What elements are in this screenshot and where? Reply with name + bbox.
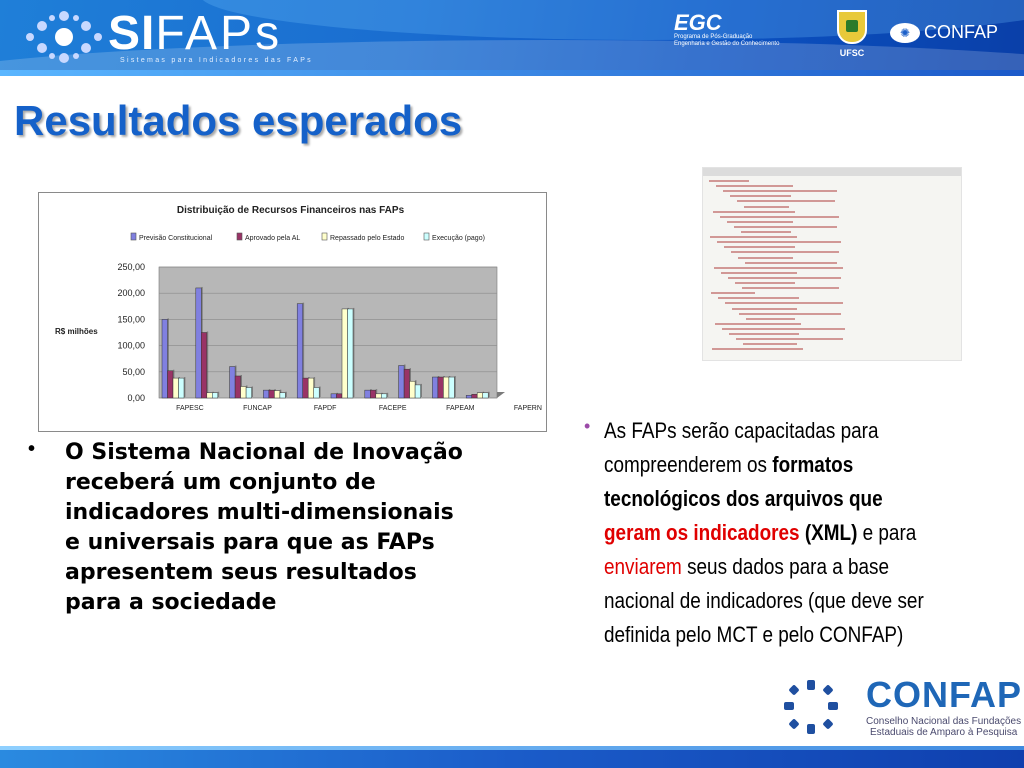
bar bbox=[162, 319, 168, 398]
bar-shadow bbox=[319, 387, 320, 397]
bar-shadow bbox=[387, 393, 388, 397]
xml-text-line bbox=[728, 277, 841, 279]
xml-text-line bbox=[731, 251, 839, 253]
bar bbox=[348, 309, 354, 398]
x-tick-label: FAPDF bbox=[313, 405, 337, 412]
legend-swatch bbox=[237, 233, 242, 240]
y-tick-label: 50,00 bbox=[122, 366, 145, 377]
brand-name: SIFAPs bbox=[108, 7, 283, 60]
ufsc-logo: UFSC bbox=[834, 10, 870, 64]
bar bbox=[370, 390, 376, 398]
bar bbox=[274, 391, 280, 398]
xml-text-line bbox=[745, 262, 837, 264]
xml-text-line bbox=[744, 206, 789, 208]
confap-subtitle-2: Estaduais de Amparo à Pesquisa bbox=[870, 727, 1018, 738]
bar bbox=[342, 309, 348, 398]
legend-label: Execução (pago) bbox=[432, 235, 485, 242]
legend-swatch bbox=[131, 233, 136, 240]
bar bbox=[337, 394, 343, 398]
bar-shadow bbox=[184, 377, 185, 397]
bullet-marker: • bbox=[28, 438, 36, 460]
legend-swatch bbox=[322, 233, 327, 240]
x-tick-label: FAPESC bbox=[176, 405, 204, 412]
xml-text-line bbox=[725, 302, 843, 304]
xml-text-line bbox=[746, 318, 795, 320]
xml-text-line bbox=[738, 257, 793, 259]
legend-label: Aprovado pela AL bbox=[245, 235, 301, 242]
x-tick-label: FAPEAM bbox=[446, 405, 475, 412]
bar bbox=[410, 381, 416, 398]
legend-label: Repassado pelo Estado bbox=[330, 235, 405, 242]
x-tick-label: FAPERN bbox=[513, 405, 542, 412]
y-tick-label: 250,00 bbox=[117, 262, 145, 272]
bar bbox=[314, 388, 320, 398]
bar bbox=[269, 390, 275, 398]
xml-text-line bbox=[730, 195, 791, 197]
confap-footer-logo bbox=[778, 676, 1022, 738]
bar-shadow bbox=[218, 392, 219, 397]
bar-shadow bbox=[488, 392, 489, 397]
bar-shadow bbox=[454, 376, 455, 397]
xml-text-line bbox=[732, 308, 797, 310]
footer-band bbox=[0, 750, 1024, 768]
ufsc-shield-icon bbox=[837, 10, 867, 44]
bar-shadow bbox=[353, 308, 354, 397]
xml-text-line bbox=[710, 236, 797, 238]
y-tick-label: 100,00 bbox=[117, 340, 145, 351]
xml-text-line bbox=[722, 328, 845, 330]
bar bbox=[201, 333, 207, 399]
xml-text-line bbox=[734, 226, 837, 228]
confap-mark-icon bbox=[778, 676, 844, 738]
xml-text-line bbox=[727, 221, 793, 223]
egc-logo: EGC Programa de Pós-Graduação Engenharia e Gestão do Conhecimento bbox=[674, 10, 780, 47]
xml-text-line bbox=[742, 287, 839, 289]
header-divider bbox=[0, 70, 1024, 76]
bar-shadow bbox=[285, 392, 286, 397]
xml-text-line bbox=[717, 241, 841, 243]
confap-header-logo: ✺ CONFAP bbox=[890, 22, 998, 43]
xml-text-line bbox=[729, 333, 799, 335]
bar bbox=[477, 393, 483, 398]
xml-text-line bbox=[718, 297, 799, 299]
bar bbox=[472, 394, 478, 398]
legend-swatch bbox=[424, 233, 429, 240]
xml-text-line bbox=[739, 313, 841, 315]
bar bbox=[404, 369, 410, 398]
confap-subtitle-1: Conselho Nacional das Fundações bbox=[866, 716, 1022, 727]
y-tick-label: 200,00 bbox=[117, 288, 145, 299]
bar-shadow bbox=[207, 332, 208, 398]
xml-text-line bbox=[724, 246, 795, 248]
xml-text-line bbox=[713, 211, 795, 213]
right-bullet-text: As FAPs serão capacitadas para compreenderem os formatos tecnológicos dos arquivos que geram os indicadores (XML) e para enviarem seus dados para a base nacional de indicadores (que deve ser definida pelo MCT e pelo CONFAP) bbox=[604, 418, 924, 647]
chart-canvas bbox=[39, 193, 546, 431]
slide-title: Resultados esperados bbox=[14, 97, 463, 144]
xml-text-line bbox=[736, 338, 843, 340]
x-tick-label: FUNCAP bbox=[243, 405, 272, 412]
bar bbox=[263, 390, 269, 398]
xml-text-line bbox=[721, 272, 797, 274]
xml-text-line bbox=[735, 282, 795, 284]
legend-label: Previsão Constitucional bbox=[139, 235, 213, 242]
xml-text-line bbox=[714, 267, 843, 269]
bar bbox=[438, 377, 444, 398]
bullet-marker: • bbox=[584, 416, 591, 436]
bar-shadow bbox=[421, 384, 422, 397]
xml-text-line bbox=[723, 190, 837, 192]
brand-subtitle: Sistemas para Indicadores das FAPs bbox=[120, 57, 313, 64]
bar bbox=[399, 366, 405, 398]
bar bbox=[168, 371, 174, 398]
xml-text-line bbox=[743, 343, 797, 345]
bar bbox=[246, 388, 252, 398]
bar bbox=[381, 394, 387, 398]
xml-text-line bbox=[709, 180, 749, 182]
xml-text-line bbox=[741, 231, 791, 233]
y-tick-label: 0,00 bbox=[127, 393, 145, 403]
bar bbox=[415, 385, 421, 398]
confap-name: CONFAP bbox=[866, 674, 1023, 715]
xml-text-line bbox=[711, 292, 755, 294]
bar bbox=[235, 376, 241, 398]
bar bbox=[308, 378, 314, 398]
left-bullet-text: O Sistema Nacional de Inovação receberá um conjunto de indicadores multi-dimensionais e universais para que as FAPs apresentem seus resultados para a sociedade bbox=[65, 440, 463, 615]
bar bbox=[449, 377, 455, 398]
bar bbox=[365, 390, 371, 398]
y-axis-label: R$ milhões bbox=[55, 327, 98, 336]
sifaps-logo-icon bbox=[24, 8, 104, 66]
chart-title: Distribuição de Recursos Financeiros nas FAPs bbox=[176, 205, 405, 216]
bar bbox=[466, 395, 472, 398]
bar bbox=[230, 367, 236, 398]
bar bbox=[173, 378, 179, 398]
bar bbox=[207, 393, 213, 398]
xml-text-line bbox=[716, 185, 793, 187]
xml-text-line bbox=[715, 323, 801, 325]
xml-text-line bbox=[720, 216, 839, 218]
bar bbox=[331, 394, 337, 398]
bar bbox=[179, 378, 185, 398]
bar bbox=[483, 393, 489, 398]
header-band bbox=[0, 0, 1024, 76]
bar-shadow bbox=[252, 387, 253, 397]
x-tick-label: FACEPE bbox=[378, 405, 407, 412]
bar bbox=[443, 377, 449, 398]
bar bbox=[376, 394, 382, 398]
bar bbox=[297, 304, 303, 398]
bar bbox=[212, 393, 218, 398]
bar bbox=[280, 393, 286, 398]
bar bbox=[241, 386, 247, 398]
bar bbox=[196, 288, 202, 398]
bar bbox=[432, 377, 438, 398]
financial-chart bbox=[38, 192, 547, 432]
xml-text-line bbox=[737, 200, 835, 202]
xml-text-line bbox=[712, 348, 803, 350]
xml-screenshot-image bbox=[702, 167, 962, 361]
bar bbox=[303, 378, 309, 398]
y-tick-label: 150,00 bbox=[117, 314, 145, 325]
confap-icon: ✺ bbox=[890, 23, 920, 43]
